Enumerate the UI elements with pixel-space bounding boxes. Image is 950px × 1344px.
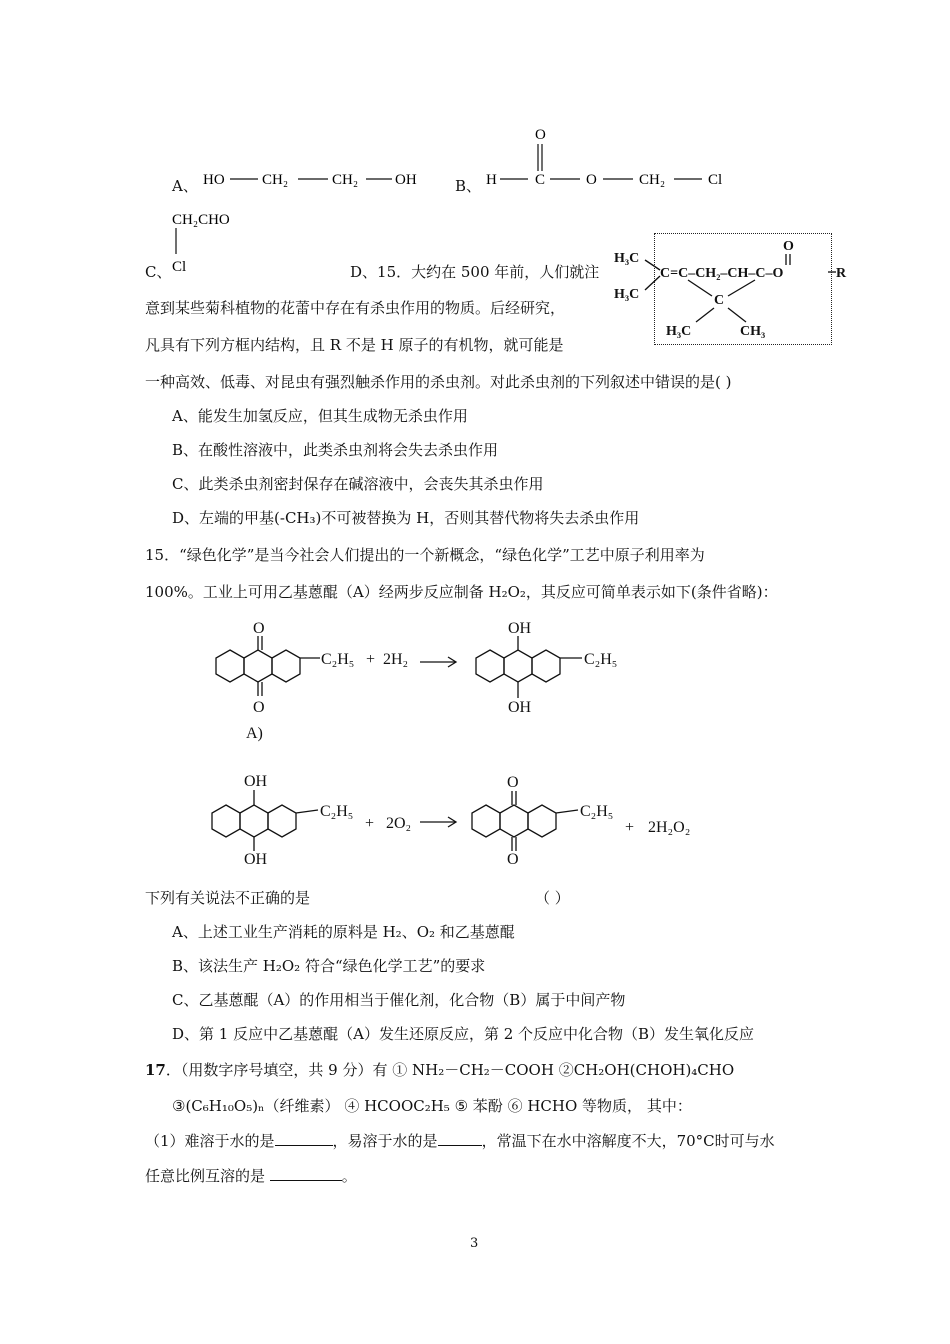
svg-text:C₂H₅: C₂H₅ (321, 651, 355, 668)
q17-line1 (145, 1060, 734, 1080)
q15a-line3: 凡具有下列方框内结构，且 R 不是 H 原子的有机物，就可能是 (145, 336, 564, 354)
q15a-line4: 一种高效、低毒、对昆虫有强烈触杀作用的杀虫剂。对此杀虫剂的下列叙述中错误的是( ) (145, 373, 732, 391)
q17-line4-b: 。 (341, 1167, 357, 1185)
svg-text:2O₂: 2O₂ (386, 815, 412, 832)
b-cl: Cl (708, 172, 723, 188)
a-oh: OH (395, 172, 417, 188)
svg-text:O: O (253, 699, 265, 716)
b-top-o: O (535, 127, 546, 143)
page-number: 3 (470, 1236, 479, 1251)
c-bottom: Cl (172, 259, 187, 275)
svg-text:O: O (507, 851, 519, 868)
svg-text:O: O (783, 239, 794, 254)
answer-blank-2[interactable] (438, 1131, 482, 1146)
answer-blank-1[interactable] (275, 1131, 333, 1146)
svg-text:+: + (625, 819, 635, 836)
svg-text:2H₂: 2H₂ (383, 651, 409, 668)
q15b-option-a: A、上述工业生产消耗的原料是 H₂、O₂ 和乙基蒽醌 (172, 923, 515, 941)
q17-line1-text: ．（用数字序号填空，共 9 分）有 ① NH₂－CH₂－COOH ②CH₂OH(CHOH)₄CHO (165, 1061, 735, 1079)
q15a-option-d: D、左端的甲基(-CH₃)不可被替换为 H，否则其替代物将失去杀虫作用 (172, 509, 640, 527)
b-ch2: CH₂ (639, 172, 666, 188)
q15a-line1: D、15．大约在 500 年前，人们就注 (350, 263, 600, 281)
b-c: C (535, 172, 546, 188)
svg-text:2H₂O₂: 2H₂O₂ (648, 819, 691, 836)
q15b-option-c: C、乙基蒽醌（A）的作用相当于催化剂，化合物（B）属于中间产物 (172, 991, 626, 1009)
svg-text:A): A) (246, 725, 263, 742)
svg-text:O: O (507, 774, 519, 791)
q17-line2: ③(C₆H₁₀O₅)ₙ（纤维素） ④ HCOOC₂H₅ ⑤ 苯酚 ⑥ HCHO 等物质， 其中： (172, 1097, 692, 1115)
svg-text:+: + (365, 815, 375, 832)
q17-line3-b: ，易溶于水的是 (332, 1132, 438, 1150)
q15b-option-b: B、该法生产 H₂O₂ 符合“绿色化学工艺”的要求 (172, 957, 486, 975)
option-c-label: C、 (145, 263, 172, 281)
option-a-label: A、 (172, 177, 198, 195)
svg-text:OH: OH (244, 851, 268, 868)
svg-text:C: C (714, 293, 725, 308)
a-ho: HO (203, 172, 225, 188)
svg-text:C₂H₅: C₂H₅ (320, 803, 354, 820)
q15b-answer-paren: （ ） (535, 889, 570, 907)
answer-blank-3[interactable] (270, 1166, 342, 1181)
a-ch2-1: CH₂ (262, 172, 289, 188)
b-h: H (486, 172, 497, 188)
option-b-label: B、 (455, 177, 482, 195)
q17-line3-a: （1）难溶于水的是 (145, 1132, 275, 1150)
svg-text:OH: OH (244, 773, 268, 790)
q15a-option-a: A、能发生加氢反应，但其生成物无杀虫作用 (172, 407, 468, 425)
q17-line3 (145, 1131, 775, 1151)
svg-text:C=C–CH₂–CH–C–O: C=C–CH₂–CH–C–O (660, 266, 784, 281)
q15a-option-b: B、在酸性溶液中，此类杀虫剂将会失去杀虫作用 (172, 441, 499, 459)
svg-text:R: R (836, 266, 847, 281)
q15b-question: 下列有关说法不正确的是 (145, 889, 311, 907)
q17-line3-c: ，常温下在水中溶解度不大，70°C时可与水 (481, 1132, 775, 1150)
svg-text:C₂H₅: C₂H₅ (580, 803, 614, 820)
a-ch2-2: CH₂ (332, 172, 359, 188)
c-top: CH₂CHO (172, 212, 230, 228)
q15a-line2: 意到某些菊科植物的花蕾中存在有杀虫作用的物质。后经研究， (145, 299, 566, 317)
q15a-option-c: C、此类杀虫剂密封保存在碱溶液中，会丧失其杀虫作用 (172, 475, 544, 493)
b-o: O (586, 172, 597, 188)
svg-text:H₃C: H₃C (614, 287, 640, 302)
q17-number: 17 (145, 1061, 166, 1079)
svg-text:OH: OH (508, 620, 532, 637)
svg-text:H₃C: H₃C (614, 251, 640, 266)
svg-text:CH₃: CH₃ (740, 324, 766, 339)
q15b-option-d: D、第 1 反应中乙基蒽醌（A）发生还原反应，第 2 个反应中化合物（B）发生氧化反应 (172, 1025, 755, 1043)
q17-line4 (145, 1166, 357, 1186)
svg-text:O: O (253, 620, 265, 637)
q15b-line1: 15．“绿色化学”是当今社会人们提出的一个新概念，“绿色化学”工艺中原子利用率为 (145, 546, 705, 564)
q15b-line2: 100%。工业上可用乙基蒽醌（A）经两步反应制备 H₂O₂，其反应可简单表示如下(条件省略)： (145, 583, 778, 601)
svg-text:OH: OH (508, 699, 532, 716)
svg-text:+: + (366, 651, 376, 668)
svg-text:H₃C: H₃C (666, 324, 692, 339)
svg-text:C₂H₅: C₂H₅ (584, 651, 618, 668)
q17-line4-a: 任意比例互溶的是 (145, 1167, 270, 1185)
